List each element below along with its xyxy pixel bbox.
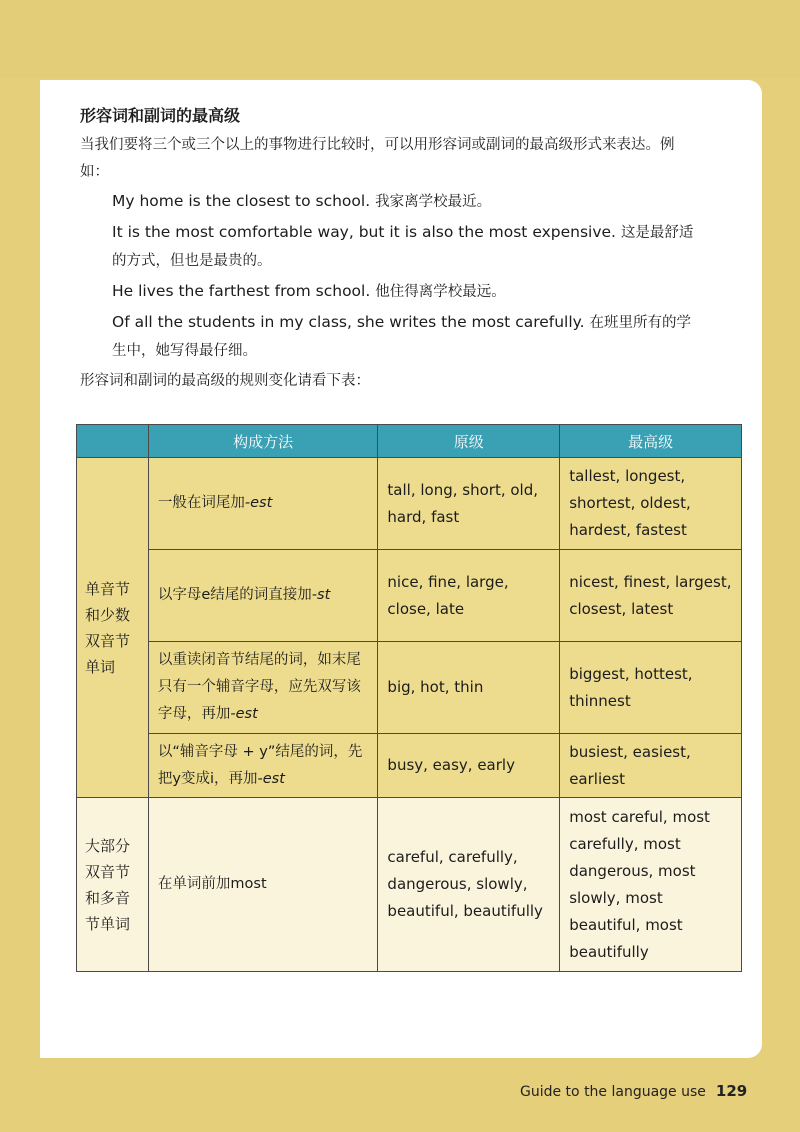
header-category	[77, 425, 149, 458]
method-cell: 在单词前加most	[148, 798, 378, 972]
method-cell	[148, 642, 378, 734]
table-row	[77, 458, 742, 550]
table-intro: 形容词和副词的最高级的规则变化请看下表：	[80, 373, 370, 389]
base-cell: busy, easy, early	[378, 734, 560, 798]
method-text: 一般在词尾加	[157, 495, 245, 511]
method-text: 以“辅音字母 + y”结尾的词，先把y变成i，再加	[157, 743, 363, 787]
table-row	[77, 550, 742, 642]
example-en: It is the most comfortable way, but it is also the most expensive.	[112, 223, 616, 241]
section-title: 形容词和副词的最高级	[80, 106, 241, 125]
method-suffix: -st	[311, 587, 331, 603]
superlative-rules-table	[76, 424, 742, 972]
content	[80, 104, 740, 395]
method-suffix: -est	[257, 770, 285, 787]
example-cn: 我家离学校最近。	[375, 194, 492, 210]
superlative-cell: biggest, hottest, thinnest	[560, 642, 742, 734]
example-sentence	[112, 188, 702, 216]
category-cell: 大部分双音节和多音节单词	[77, 798, 149, 972]
method-text: 以重读闭音节结尾的词，如末尾只有一个辅音字母，应先双写该字母，再加	[157, 652, 361, 722]
page-number: 129	[715, 1082, 748, 1100]
method-suffix: -est	[244, 495, 273, 511]
example-en: He lives the farthest from school.	[112, 282, 371, 300]
table-row	[77, 642, 742, 734]
table-row	[77, 734, 742, 798]
superlative-cell: nicest, finest, largest, closest, latest	[560, 550, 742, 642]
top-band	[0, 0, 800, 78]
example-en: Of all the students in my class, she writes the most carefully.	[112, 313, 585, 331]
intro-paragraph: 当我们要将三个或三个以上的事物进行比较时，可以用形容词或副词的最高级形式来表达。例如：	[80, 137, 675, 180]
example-cn: 这是最舒适的方式，但也是最贵的。	[112, 225, 694, 269]
category-cell: 单音节和少数双音节单词	[77, 458, 149, 798]
example-cn: 他住得离学校最远。	[375, 284, 506, 300]
method-suffix: -est	[230, 706, 258, 722]
method-text: 以字母e结尾的词直接加	[157, 587, 312, 603]
header-base: 原级	[378, 425, 560, 458]
method-cell	[148, 550, 378, 642]
example-en: My home is the closest to school.	[112, 192, 371, 210]
header-superlative: 最高级	[560, 425, 742, 458]
example-sentence	[112, 219, 702, 275]
base-cell: careful, carefully, dangerous, slowly, beautiful, beautifully	[378, 798, 560, 972]
superlative-cell: tallest, longest, shortest, oldest, hardest, fastest	[560, 458, 742, 550]
table-header-row	[77, 425, 742, 458]
base-cell: big, hot, thin	[378, 642, 560, 734]
method-cell	[148, 458, 378, 550]
example-cn: 在班里所有的学生中，她写得最仔细。	[112, 315, 691, 359]
base-cell: tall, long, short, old, hard, fast	[378, 458, 560, 550]
example-sentence	[112, 309, 702, 365]
example-sentence	[112, 278, 702, 306]
examples	[112, 188, 740, 365]
footer-label: Guide to the language use	[520, 1084, 706, 1100]
header-method: 构成方法	[148, 425, 378, 458]
superlative-cell: busiest, easiest, earliest	[560, 734, 742, 798]
table-row	[77, 798, 742, 972]
superlative-cell: most careful, most carefully, most dangerous, most slowly, most beautiful, most beautifully	[560, 798, 742, 972]
base-cell: nice, fine, large, close, late	[378, 550, 560, 642]
page-footer	[520, 1082, 760, 1100]
method-cell	[148, 734, 378, 798]
